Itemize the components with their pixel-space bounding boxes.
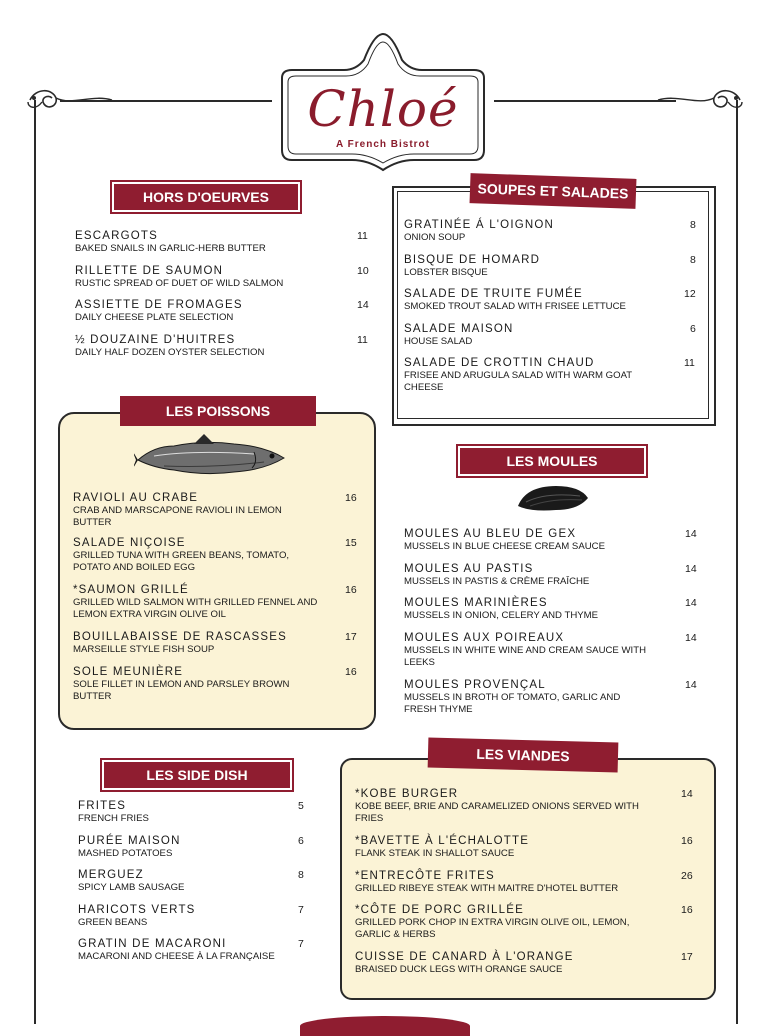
list-item: MOULES AUX POIREAUX MUSSELS IN WHITE WINE AND CREAM SAUCE WITH LEEKS 14 [404,632,697,668]
list-item: ½ DOUZAINE D'HUITRES DAILY HALF DOZEN OYSTER SELECTION 11 [75,334,368,358]
list-item: MOULES PROVENÇAL MUSSELS IN BROTH OF TOMATO, GARLIC AND FRESH THYME 14 [404,679,697,715]
list-item: GRATINÉE Á L'OIGNON ONION SOUP 8 [404,219,696,243]
list-item: RILLETTE DE SAUMON RUSTIC SPREAD OF DUET OF WILD SALMON 10 [75,265,369,289]
frame-left [34,100,36,1024]
bottom-banner-peek [300,1016,470,1036]
list-item: GRATIN DE MACARONI MACARONI AND CHEESE À LA FRANÇAISE 7 [78,938,304,962]
flourish-left-icon [22,84,272,116]
list-item: MERGUEZ SPICY LAMB SAUSAGE 8 [78,869,304,893]
hors-heading: HORS D'OEURVES [110,180,302,214]
list-item: *CÔTE DE PORC GRILLÉE GRILLED PORK CHOP IN EXTRA VIRGIN OLIVE OIL, LEMON, GARLIC & HERBS 16 [355,904,693,940]
list-item: *KOBE BURGER KOBE BEEF, BRIE AND CARAMELIZED ONIONS SERVED WITH FRIES 14 [355,788,693,824]
list-item: PURÉE MAISON MASHED POTATOES 6 [78,835,304,859]
list-item: SALADE MAISON HOUSE SALAD 6 [404,323,696,347]
poissons-heading: LES POISSONS [120,396,316,426]
fish-icon [134,432,296,482]
brand-title: Chloé [307,80,459,138]
list-item: *BAVETTE À L'ÉCHALOTTE FLANK STEAK IN SHALLOT SAUCE 16 [355,835,693,859]
frame-right [736,100,738,1024]
list-item: MOULES AU PASTIS MUSSELS IN PASTIS & CRÈME FRAÎCHE 14 [404,563,697,587]
list-item: MOULES AU BLEU DE GEX MUSSELS IN BLUE CHEESE CREAM SAUCE 14 [404,528,697,552]
viandes-heading: LES VIANDES [428,738,619,773]
list-item: SALADE DE CROTTIN CHAUD FRISEE AND ARUGULA SALAD WITH WARM GOAT CHEESE 11 [404,357,695,393]
side-heading: LES SIDE DISH [100,758,294,792]
flourish-right-icon [496,84,748,116]
soupes-heading: SOUPES ET SALADES [470,173,637,209]
list-item: MOULES MARINIÈRES MUSSELS IN ONION, CELERY AND THYME 14 [404,597,697,621]
list-item: SOLE MEUNIÈRE SOLE FILLET IN LEMON AND PARSLEY BROWN BUTTER 16 [73,666,357,702]
brand-subtitle: A French Bistrot [336,139,430,150]
list-item: BOUILLABAISSE DE RASCASSES MARSEILLE STYLE FISH SOUP 17 [73,631,357,655]
list-item: SALADE NIÇOISE GRILLED TUNA WITH GREEN BEANS, TOMATO, POTATO AND BOILED EGG 15 [73,537,357,573]
list-item: BISQUE DE HOMARD LOBSTER BISQUE 8 [404,254,696,278]
list-item: RAVIOLI AU CRABE CRAB AND MARSCAPONE RAVIOLI IN LEMON BUTTER 16 [73,492,357,528]
list-item: HARICOTS VERTS GREEN BEANS 7 [78,904,304,928]
moules-heading: LES MOULES [456,444,648,478]
list-item: ASSIETTE DE FROMAGES DAILY CHEESE PLATE SELECTION 14 [75,299,369,323]
mussel-icon [516,482,590,514]
list-item: SALADE DE TRUITE FUMÉE SMOKED TROUT SALAD WITH FRISEE LETTUCE 12 [404,288,696,312]
logo [272,30,494,170]
list-item: CUISSE DE CANARD À L'ORANGE BRAISED DUCK LEGS WITH ORANGE SAUCE 17 [355,951,693,975]
list-item: ESCARGOTS BAKED SNAILS IN GARLIC-HERB BUTTER 11 [75,230,368,254]
list-item: FRITES FRENCH FRIES 5 [78,800,304,824]
list-item: *SAUMON GRILLÉ GRILLED WILD SALMON WITH GRILLED FENNEL AND LEMON EXTRA VIRGIN OLIVE OIL 16 [73,584,357,620]
list-item: *ENTRECÔTE FRITES GRILLED RIBEYE STEAK WITH MAITRE D'HOTEL BUTTER 26 [355,870,693,894]
